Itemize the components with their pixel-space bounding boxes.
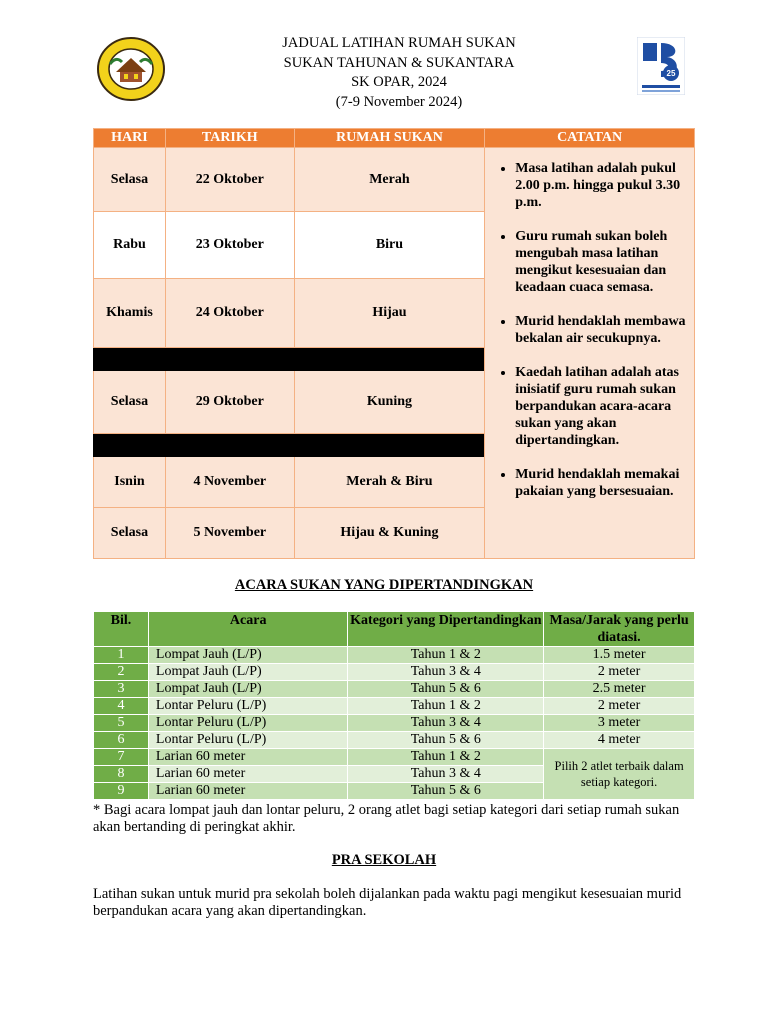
- bil-cell: 9: [94, 783, 149, 800]
- events-header-row: [94, 612, 695, 647]
- jarak-cell: 3 meter: [544, 715, 695, 732]
- rumah-cell: Biru: [294, 212, 485, 279]
- prasekolah-title: PRA SEKOLAH: [331, 852, 437, 868]
- acara-cell: Larian 60 meter: [148, 783, 348, 800]
- event-row: [94, 715, 695, 732]
- tarikh-cell: 29 Oktober: [165, 371, 294, 434]
- bil-cell: 2: [94, 664, 149, 681]
- header-catatan: CATATAN: [485, 129, 695, 148]
- rumah-cell: Kuning: [294, 371, 485, 434]
- tarikh-cell: 22 Oktober: [165, 148, 294, 212]
- hari-cell: Selasa: [94, 148, 166, 212]
- header-title: JADUAL LATIHAN RUMAH SUKAN: [282, 35, 516, 51]
- blackout-cell: [294, 348, 485, 371]
- acara-cell: Larian 60 meter: [148, 749, 348, 766]
- bil-cell: 8: [94, 766, 149, 783]
- kategori-cell: Tahun 1 & 2: [348, 749, 544, 766]
- blackout-cell: [94, 434, 166, 457]
- blackout-cell: [165, 434, 294, 457]
- kategori-cell: Tahun 3 & 4: [348, 715, 544, 732]
- jarak-cell: 2 meter: [544, 698, 695, 715]
- note-item: • Murid hendaklah memakai pakaian yang bersesuaian.: [515, 466, 688, 500]
- bil-cell: 6: [94, 732, 149, 749]
- rumah-cell: Hijau: [294, 279, 485, 348]
- acara-cell: Lompat Jauh (L/P): [148, 664, 348, 681]
- bil-cell: 1: [94, 647, 149, 664]
- kategori-cell: Tahun 5 & 6: [348, 732, 544, 749]
- header-tarikh: TARIKH: [165, 129, 294, 148]
- catatan-notes: [485, 148, 695, 559]
- acara-cell: Larian 60 meter: [148, 766, 348, 783]
- acara-cell: Lontar Peluru (L/P): [148, 698, 348, 715]
- bil-cell: 5: [94, 715, 149, 732]
- bil-cell: 3: [94, 681, 149, 698]
- rumah-cell: Hijau & Kuning: [294, 508, 485, 559]
- header-hari: HARI: [94, 129, 166, 148]
- header-subtitle: SUKAN TAHUNAN & SUKANTARA: [283, 54, 515, 71]
- blackout-cell: [165, 348, 294, 371]
- logo-25-text: 25: [666, 69, 676, 78]
- jarak-cell: 1.5 meter: [544, 647, 695, 664]
- kategori-cell: Tahun 1 & 2: [348, 647, 544, 664]
- kategori-cell: Tahun 5 & 6: [348, 783, 544, 800]
- note-item: • Murid hendaklah membawa bekalan air secukupnya.: [515, 313, 688, 347]
- header-kategori: Kategori yang Dipertandingkan: [348, 612, 544, 647]
- header-bil: Bil.: [94, 612, 149, 647]
- jarak-cell: 4 meter: [544, 732, 695, 749]
- bil-cell: 7: [94, 749, 149, 766]
- schedule-row: [94, 148, 695, 212]
- prasekolah-text: Latihan sukan untuk murid pra sekolah boleh dijalankan pada waktu pagi mengikut kesesuaian murid berpandukan acara yang akan dipertandingkan.: [93, 886, 682, 919]
- tarikh-cell: 23 Oktober: [165, 212, 294, 279]
- hari-cell: Selasa: [94, 371, 166, 434]
- tarikh-cell: 5 November: [165, 508, 294, 559]
- schedule-header-row: [94, 129, 695, 148]
- note-item: • Kaedah latihan adalah atas inisiatif guru rumah sukan berpandukan acara-acara sukan yang akan dipertandingkan.: [515, 364, 688, 449]
- event-row: [94, 749, 695, 766]
- events-title: ACARA SUKAN YANG DIPERTANDINGKAN: [234, 577, 534, 593]
- note-item: • Guru rumah sukan boleh mengubah masa latihan mengikut kesesuaian dan keadaan cuaca semasa.: [515, 228, 688, 296]
- hari-cell: Selasa: [94, 508, 166, 559]
- event-row: [94, 647, 695, 664]
- acara-cell: Lontar Peluru (L/P): [148, 715, 348, 732]
- blackout-cell: [94, 348, 166, 371]
- kategori-cell: Tahun 5 & 6: [348, 681, 544, 698]
- header-school: SK OPAR, 2024: [351, 74, 447, 90]
- merged-jarak-note: Pilih 2 atlet terbaik dalam setiap kategori.: [544, 749, 695, 800]
- tarikh-cell: 24 Oktober: [165, 279, 294, 348]
- document-header: [0, 34, 768, 112]
- hari-cell: Khamis: [94, 279, 166, 348]
- tarikh-cell: 4 November: [165, 457, 294, 508]
- header-jarak: Masa/Jarak yang perlu diatasi.: [544, 612, 695, 647]
- header-acara: Acara: [148, 612, 348, 647]
- rumah-cell: Merah: [294, 148, 485, 212]
- footnote: * Bagi acara lompat jauh dan lontar peluru, 2 orang atlet bagi setiap kategori dari setiap rumah sukan akan bertanding di peringkat akhir.: [93, 802, 680, 835]
- bil-cell: 4: [94, 698, 149, 715]
- jarak-cell: 2 meter: [544, 664, 695, 681]
- hari-cell: Rabu: [94, 212, 166, 279]
- events-table: [93, 611, 695, 800]
- header-rumah-sukan: RUMAH SUKAN: [294, 129, 485, 148]
- kategori-cell: Tahun 1 & 2: [348, 698, 544, 715]
- acara-cell: Lompat Jauh (L/P): [148, 681, 348, 698]
- event-row: [94, 698, 695, 715]
- event-row: [94, 732, 695, 749]
- event-row: [94, 681, 695, 698]
- acara-cell: Lompat Jauh (L/P): [148, 647, 348, 664]
- rumah-cell: Merah & Biru: [294, 457, 485, 508]
- hari-cell: Isnin: [94, 457, 166, 508]
- kategori-cell: Tahun 3 & 4: [348, 766, 544, 783]
- schedule-table: [93, 128, 695, 559]
- kategori-cell: Tahun 3 & 4: [348, 664, 544, 681]
- header-date: (7-9 November 2024): [335, 93, 463, 110]
- event-row: [94, 664, 695, 681]
- jarak-cell: 2.5 meter: [544, 681, 695, 698]
- note-item: • Masa latihan adalah pukul 2.00 p.m. hingga pukul 3.30 p.m.: [515, 160, 688, 211]
- blackout-cell: [294, 434, 485, 457]
- acara-cell: Lontar Peluru (L/P): [148, 732, 348, 749]
